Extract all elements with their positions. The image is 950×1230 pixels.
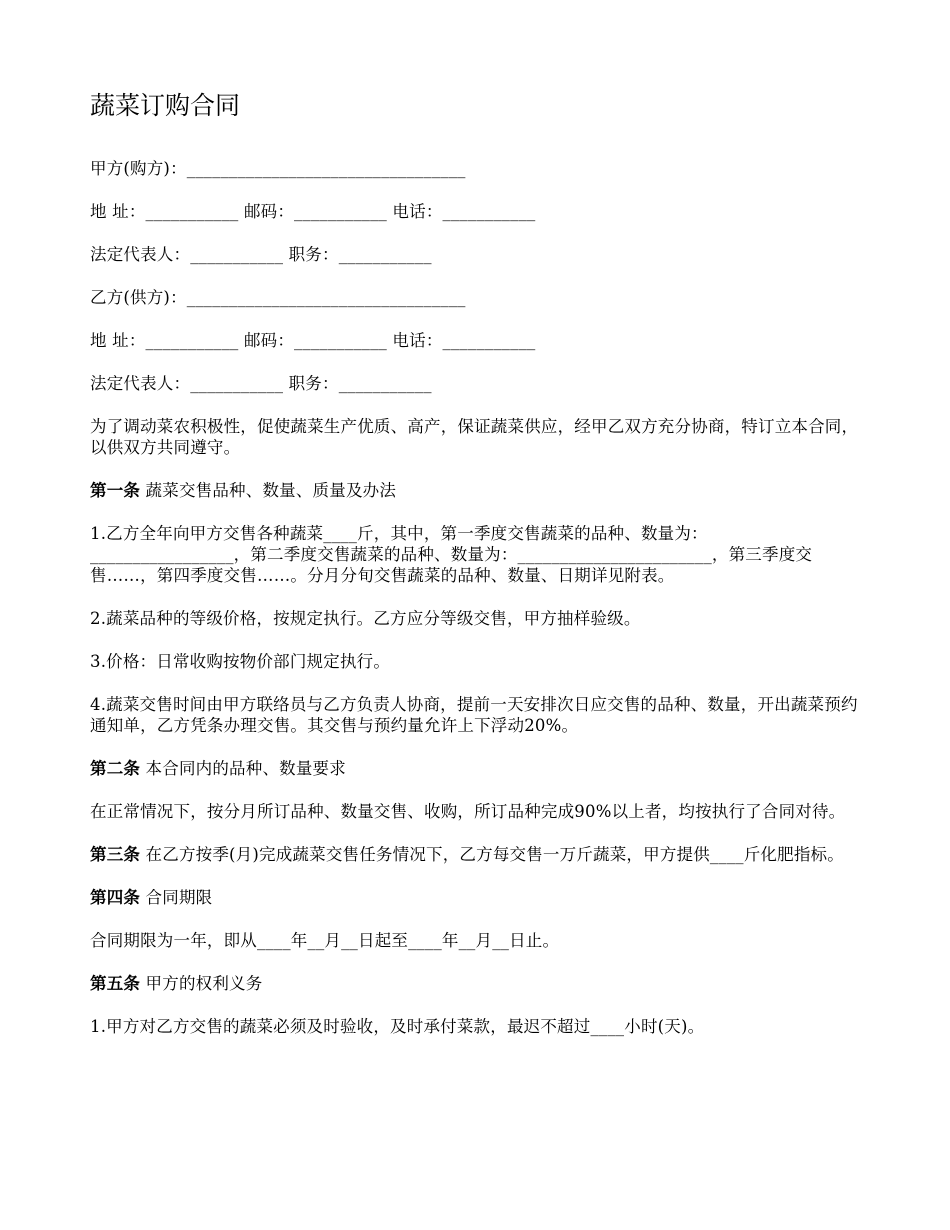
party-a-representative-line: 法定代表人：___________ 职务：___________ (90, 245, 432, 264)
article-5-heading (90, 973, 865, 994)
article-4-heading (90, 887, 865, 908)
article-1-item-4: 4.蔬菜交售时间由甲方联络员与乙方负责人协商，提前一天安排次日应交售的品种、数量，开出蔬菜预约通知单，乙方凭条办理交售。其交售与预约量允许上下浮动20%。 (90, 695, 858, 735)
article-1-heading (90, 480, 865, 501)
contract-page (90, 88, 865, 1059)
article-5-title: 甲方的权利义务 (140, 974, 263, 993)
document-title: 蔬菜订购合同 (90, 91, 241, 120)
article-3-body: 在乙方按季(月)完成蔬菜交售任务情况下，乙方每交售一万斤蔬菜，甲方提供____斤化肥指标。 (140, 845, 844, 864)
article-1-title: 蔬菜交售品种、数量、质量及办法 (140, 481, 397, 500)
party-a-address-line: 地 址：___________ 邮码：___________ 电话：___________ (90, 202, 536, 221)
article-2-heading (90, 758, 865, 779)
article-2-number: 第二条 (90, 759, 141, 778)
article-4-number: 第四条 (90, 888, 141, 907)
article-5-item-1: 1.甲方对乙方交售的蔬菜必须及时验收，及时承付菜款，最迟不超过____小时(天)。 (90, 1017, 705, 1036)
article-4-title: 合同期限 (140, 888, 213, 907)
article-3-paragraph (90, 844, 865, 865)
article-1-item-3: 3.价格：日常收购按物价部门规定执行。 (90, 652, 391, 671)
party-a-line: 甲方(购方)：_________________________________ (90, 159, 466, 178)
article-3-number: 第三条 (90, 845, 141, 864)
preamble-paragraph: 为了调动菜农积极性，促使蔬菜生产优质、高产，保证蔬菜供应，经甲乙双方充分协商，特订立本合同，以供双方共同遵守。 (90, 417, 859, 457)
article-2-title: 本合同内的品种、数量要求 (140, 759, 346, 778)
article-4-body: 合同期限为一年，即从____年__月__日起至____年__月__日止。 (90, 931, 560, 950)
article-2-body: 在正常情况下，按分月所订品种、数量交售、收购，所订品种完成90%以上者，均按执行了合同对待。 (90, 802, 846, 821)
party-b-address-line: 地 址：___________ 邮码：___________ 电话：___________ (90, 331, 536, 350)
party-b-line: 乙方(供方)：_________________________________ (90, 288, 466, 307)
article-1-number: 第一条 (90, 481, 141, 500)
article-1-item-1: 1.乙方全年向甲方交售各种蔬菜____斤，其中，第一季度交售蔬菜的品种、数量为：_________________，第二季度交售蔬菜的品种、数量为：_______________________，第三季度交售……，第四季度交售……。分月分旬交售蔬菜的品种、数量、日期详见附表。 (90, 524, 813, 585)
article-1-item-2: 2.蔬菜品种的等级价格，按规定执行。乙方应分等级交售，甲方抽样验级。 (90, 609, 641, 628)
party-b-representative-line: 法定代表人：___________ 职务：___________ (90, 374, 432, 393)
article-5-number: 第五条 (90, 974, 141, 993)
